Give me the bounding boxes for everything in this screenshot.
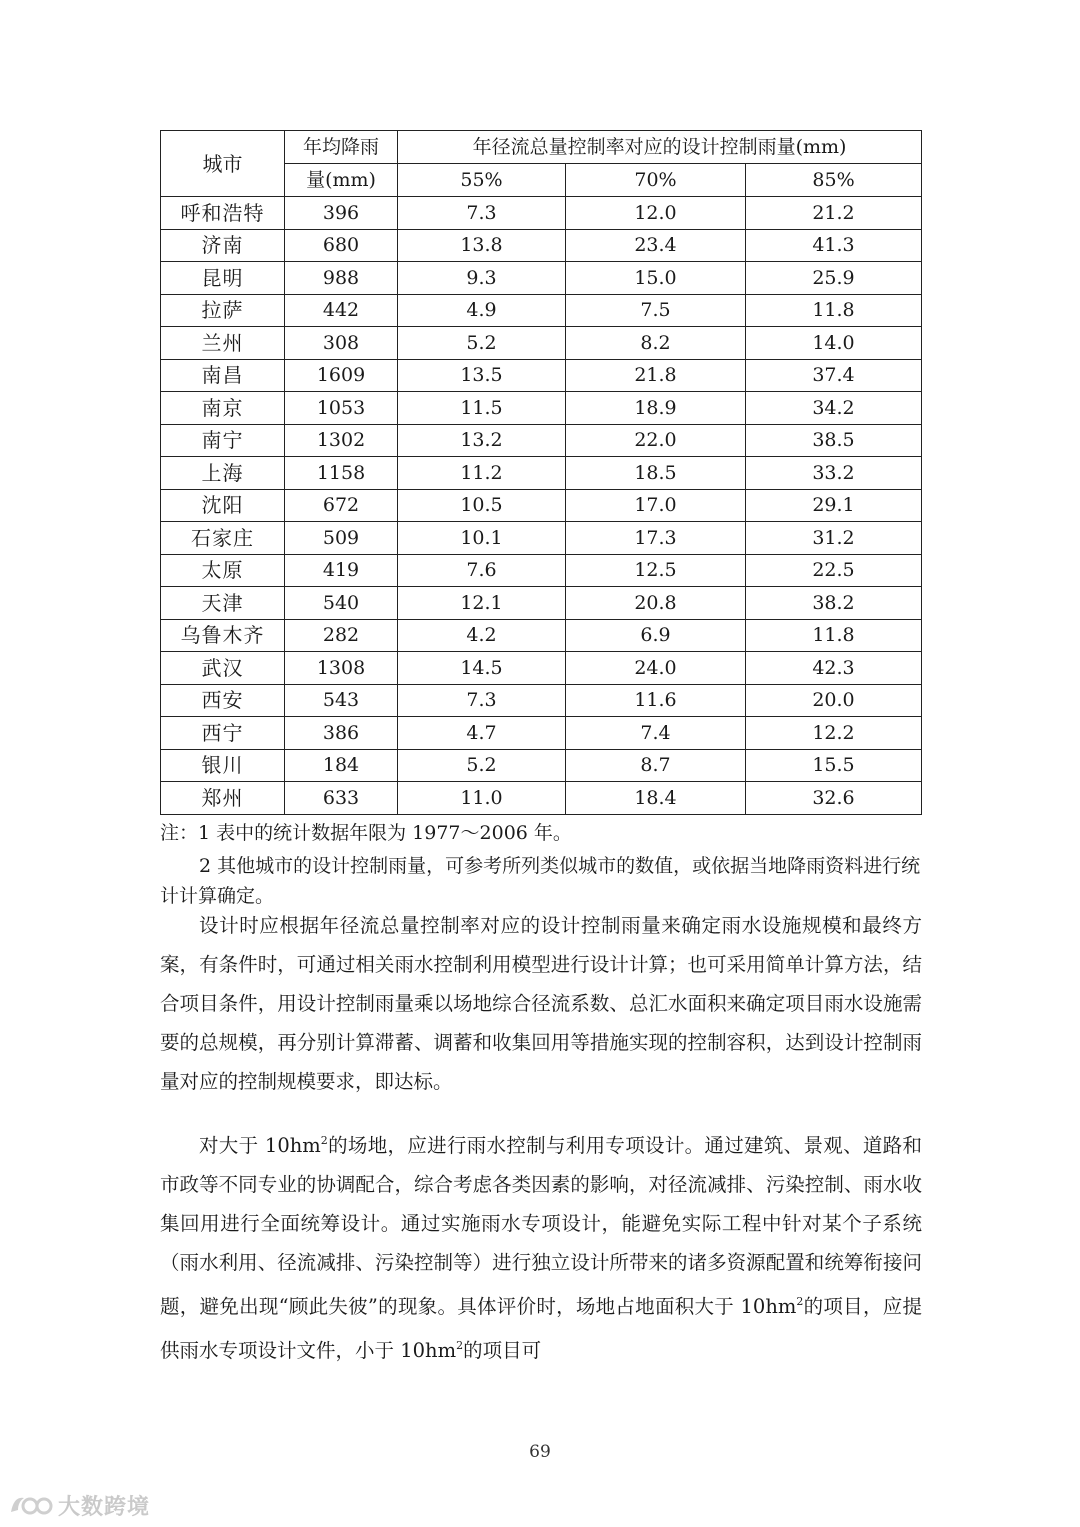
superscript-2: 2 bbox=[320, 1134, 328, 1147]
cell-rainfall-70: 20.8 bbox=[566, 587, 746, 620]
note-1: 注：1 表中的统计数据年限为 1977～2006 年。 bbox=[160, 822, 572, 844]
cell-rainfall-70: 23.4 bbox=[566, 229, 746, 262]
cell-city: 南昌 bbox=[161, 359, 285, 392]
header-55: 55% bbox=[398, 164, 566, 197]
cell-annual-rainfall: 540 bbox=[285, 587, 398, 620]
cell-rainfall-85: 34.2 bbox=[746, 392, 922, 425]
cell-city: 乌鲁木齐 bbox=[161, 619, 285, 652]
cell-annual-rainfall: 1158 bbox=[285, 457, 398, 490]
cell-rainfall-55: 4.9 bbox=[398, 294, 566, 327]
cell-city: 昆明 bbox=[161, 262, 285, 295]
cell-annual-rainfall: 509 bbox=[285, 522, 398, 555]
table-row bbox=[161, 619, 922, 652]
cell-city: 沈阳 bbox=[161, 489, 285, 522]
cell-city: 兰州 bbox=[161, 327, 285, 360]
paragraph-2-part-d: 的项目可 bbox=[463, 1339, 542, 1362]
cell-rainfall-55: 14.5 bbox=[398, 652, 566, 685]
table-row bbox=[161, 229, 922, 262]
cell-rainfall-70: 21.8 bbox=[566, 359, 746, 392]
table-row bbox=[161, 327, 922, 360]
superscript-2: 2 bbox=[796, 1295, 804, 1308]
cell-rainfall-70: 11.6 bbox=[566, 684, 746, 717]
cell-rainfall-85: 12.2 bbox=[746, 717, 922, 750]
table-row bbox=[161, 359, 922, 392]
cell-annual-rainfall: 386 bbox=[285, 717, 398, 750]
cell-rainfall-85: 11.8 bbox=[746, 619, 922, 652]
table-row bbox=[161, 652, 922, 685]
design-rainfall-table bbox=[160, 130, 922, 815]
paragraph-design-method: 设计时应根据年径流总量控制率对应的设计控制雨量来确定雨水设施规模和最终方案，有条件时，可通过相关雨水控制利用模型进行设计计算；也可采用简单计算方法，结合项目条件，用设计控制雨量乘以场地综合径流系数、总汇水面积来确定项目雨水设施需要的总规模，再分别计算滞蓄、调蓄和收集回用等措施实现的控制容积，达到设计控制雨量对应的控制规模要求，即达标。 bbox=[160, 914, 922, 1093]
cell-rainfall-70: 24.0 bbox=[566, 652, 746, 685]
cell-annual-rainfall: 988 bbox=[285, 262, 398, 295]
cell-rainfall-70: 7.5 bbox=[566, 294, 746, 327]
cell-city: 南京 bbox=[161, 392, 285, 425]
cell-annual-rainfall: 1053 bbox=[285, 392, 398, 425]
cell-rainfall-55: 10.5 bbox=[398, 489, 566, 522]
cell-annual-rainfall: 419 bbox=[285, 554, 398, 587]
cell-rainfall-70: 17.0 bbox=[566, 489, 746, 522]
cell-rainfall-70: 17.3 bbox=[566, 522, 746, 555]
cell-city: 拉萨 bbox=[161, 294, 285, 327]
cell-annual-rainfall: 184 bbox=[285, 749, 398, 782]
cell-city: 银川 bbox=[161, 749, 285, 782]
cell-annual-rainfall: 680 bbox=[285, 229, 398, 262]
cell-rainfall-70: 8.2 bbox=[566, 327, 746, 360]
cell-rainfall-70: 6.9 bbox=[566, 619, 746, 652]
cell-rainfall-85: 32.6 bbox=[746, 782, 922, 815]
cell-rainfall-70: 22.0 bbox=[566, 424, 746, 457]
cell-annual-rainfall: 543 bbox=[285, 684, 398, 717]
cell-annual-rainfall: 1308 bbox=[285, 652, 398, 685]
cell-rainfall-85: 25.9 bbox=[746, 262, 922, 295]
cell-city: 石家庄 bbox=[161, 522, 285, 555]
table-row bbox=[161, 554, 922, 587]
cell-rainfall-70: 18.9 bbox=[566, 392, 746, 425]
paragraph-2-part-a: 对大于 10hm bbox=[199, 1134, 321, 1157]
cell-rainfall-85: 31.2 bbox=[746, 522, 922, 555]
superscript-2: 2 bbox=[456, 1339, 464, 1352]
cell-rainfall-85: 20.0 bbox=[746, 684, 922, 717]
table-body bbox=[161, 197, 922, 815]
cell-rainfall-70: 18.5 bbox=[566, 457, 746, 490]
table-row bbox=[161, 262, 922, 295]
header-annual-line1: 年均降雨 bbox=[285, 131, 398, 164]
cell-rainfall-55: 7.3 bbox=[398, 684, 566, 717]
cell-rainfall-55: 12.1 bbox=[398, 587, 566, 620]
watermark bbox=[8, 1490, 150, 1520]
cell-city: 济南 bbox=[161, 229, 285, 262]
cell-rainfall-70: 8.7 bbox=[566, 749, 746, 782]
table-notes bbox=[160, 818, 922, 911]
note-2: 2 其他城市的设计控制雨量，可参考所列类似城市的数值，或依据当地降雨资料进行统计计算确定。 bbox=[160, 855, 921, 907]
cell-rainfall-55: 11.0 bbox=[398, 782, 566, 815]
cell-annual-rainfall: 1609 bbox=[285, 359, 398, 392]
header-70: 70% bbox=[566, 164, 746, 197]
cell-city: 西安 bbox=[161, 684, 285, 717]
cell-annual-rainfall: 308 bbox=[285, 327, 398, 360]
header-city: 城市 bbox=[161, 131, 285, 197]
cell-rainfall-85: 38.2 bbox=[746, 587, 922, 620]
cell-annual-rainfall: 396 bbox=[285, 197, 398, 230]
table-row bbox=[161, 749, 922, 782]
cell-rainfall-55: 4.2 bbox=[398, 619, 566, 652]
header-85: 85% bbox=[746, 164, 922, 197]
cell-rainfall-70: 12.5 bbox=[566, 554, 746, 587]
cell-rainfall-55: 4.7 bbox=[398, 717, 566, 750]
cell-rainfall-70: 18.4 bbox=[566, 782, 746, 815]
cell-city: 郑州 bbox=[161, 782, 285, 815]
cell-rainfall-55: 13.8 bbox=[398, 229, 566, 262]
cell-rainfall-85: 22.5 bbox=[746, 554, 922, 587]
cell-rainfall-55: 9.3 bbox=[398, 262, 566, 295]
cell-city: 上海 bbox=[161, 457, 285, 490]
cell-rainfall-55: 11.5 bbox=[398, 392, 566, 425]
cell-city: 天津 bbox=[161, 587, 285, 620]
cell-rainfall-70: 12.0 bbox=[566, 197, 746, 230]
cell-annual-rainfall: 1302 bbox=[285, 424, 398, 457]
cell-rainfall-55: 13.5 bbox=[398, 359, 566, 392]
cell-city: 太原 bbox=[161, 554, 285, 587]
cell-rainfall-85: 21.2 bbox=[746, 197, 922, 230]
table-row bbox=[161, 197, 922, 230]
header-annual-line2: 量(mm) bbox=[285, 164, 398, 197]
table-row bbox=[161, 457, 922, 490]
watermark-logo-icon bbox=[8, 1492, 54, 1518]
cell-rainfall-85: 33.2 bbox=[746, 457, 922, 490]
cell-rainfall-55: 13.2 bbox=[398, 424, 566, 457]
cell-rainfall-55: 5.2 bbox=[398, 749, 566, 782]
cell-city: 武汉 bbox=[161, 652, 285, 685]
watermark-text: 大数跨境 bbox=[58, 1494, 151, 1520]
cell-rainfall-55: 11.2 bbox=[398, 457, 566, 490]
cell-rainfall-85: 11.8 bbox=[746, 294, 922, 327]
cell-rainfall-55: 7.6 bbox=[398, 554, 566, 587]
table-row bbox=[161, 717, 922, 750]
cell-rainfall-70: 15.0 bbox=[566, 262, 746, 295]
cell-annual-rainfall: 633 bbox=[285, 782, 398, 815]
table-row bbox=[161, 587, 922, 620]
table-row bbox=[161, 424, 922, 457]
cell-rainfall-85: 42.3 bbox=[746, 652, 922, 685]
cell-rainfall-55: 5.2 bbox=[398, 327, 566, 360]
cell-rainfall-70: 7.4 bbox=[566, 717, 746, 750]
table-row bbox=[161, 522, 922, 555]
table-row bbox=[161, 782, 922, 815]
cell-rainfall-85: 41.3 bbox=[746, 229, 922, 262]
cell-annual-rainfall: 672 bbox=[285, 489, 398, 522]
cell-city: 南宁 bbox=[161, 424, 285, 457]
cell-rainfall-55: 7.3 bbox=[398, 197, 566, 230]
page-number: 69 bbox=[529, 1442, 551, 1462]
table-row bbox=[161, 489, 922, 522]
paragraph-2-part-b: 的场地，应进行雨水控制与利用专项设计。通过建筑、景观、道路和市政等不同专业的协调配合，综合考虑各类因素的影响，对径流减排、污染控制、雨水收集回用进行全面统筹设计。通过实施雨水专项设计，能避免实际工程中针对某个子系统（雨水利用、径流减排、污染控制等）进行独立设计所带来的诸多资源配置和统筹衔接问题，避免出现“顾此失彼”的现象。具体评价时，场地占地面积大于 10hm bbox=[160, 1134, 922, 1318]
cell-rainfall-85: 37.4 bbox=[746, 359, 922, 392]
cell-rainfall-85: 29.1 bbox=[746, 489, 922, 522]
table-row bbox=[161, 392, 922, 425]
paragraph-2-part-c: 的项目，应提供雨水专项设计文件，小于 10hm bbox=[160, 1295, 922, 1362]
paragraph-special-design bbox=[160, 1121, 922, 1370]
cell-annual-rainfall: 282 bbox=[285, 619, 398, 652]
header-control-rainfall: 年径流总量控制率对应的设计控制雨量(mm) bbox=[398, 131, 922, 164]
table-row bbox=[161, 294, 922, 327]
table-row bbox=[161, 684, 922, 717]
table-header-row-1 bbox=[161, 131, 922, 164]
cell-rainfall-85: 15.5 bbox=[746, 749, 922, 782]
cell-city: 呼和浩特 bbox=[161, 197, 285, 230]
cell-rainfall-85: 14.0 bbox=[746, 327, 922, 360]
cell-annual-rainfall: 442 bbox=[285, 294, 398, 327]
cell-city: 西宁 bbox=[161, 717, 285, 750]
cell-rainfall-85: 38.5 bbox=[746, 424, 922, 457]
cell-rainfall-55: 10.1 bbox=[398, 522, 566, 555]
